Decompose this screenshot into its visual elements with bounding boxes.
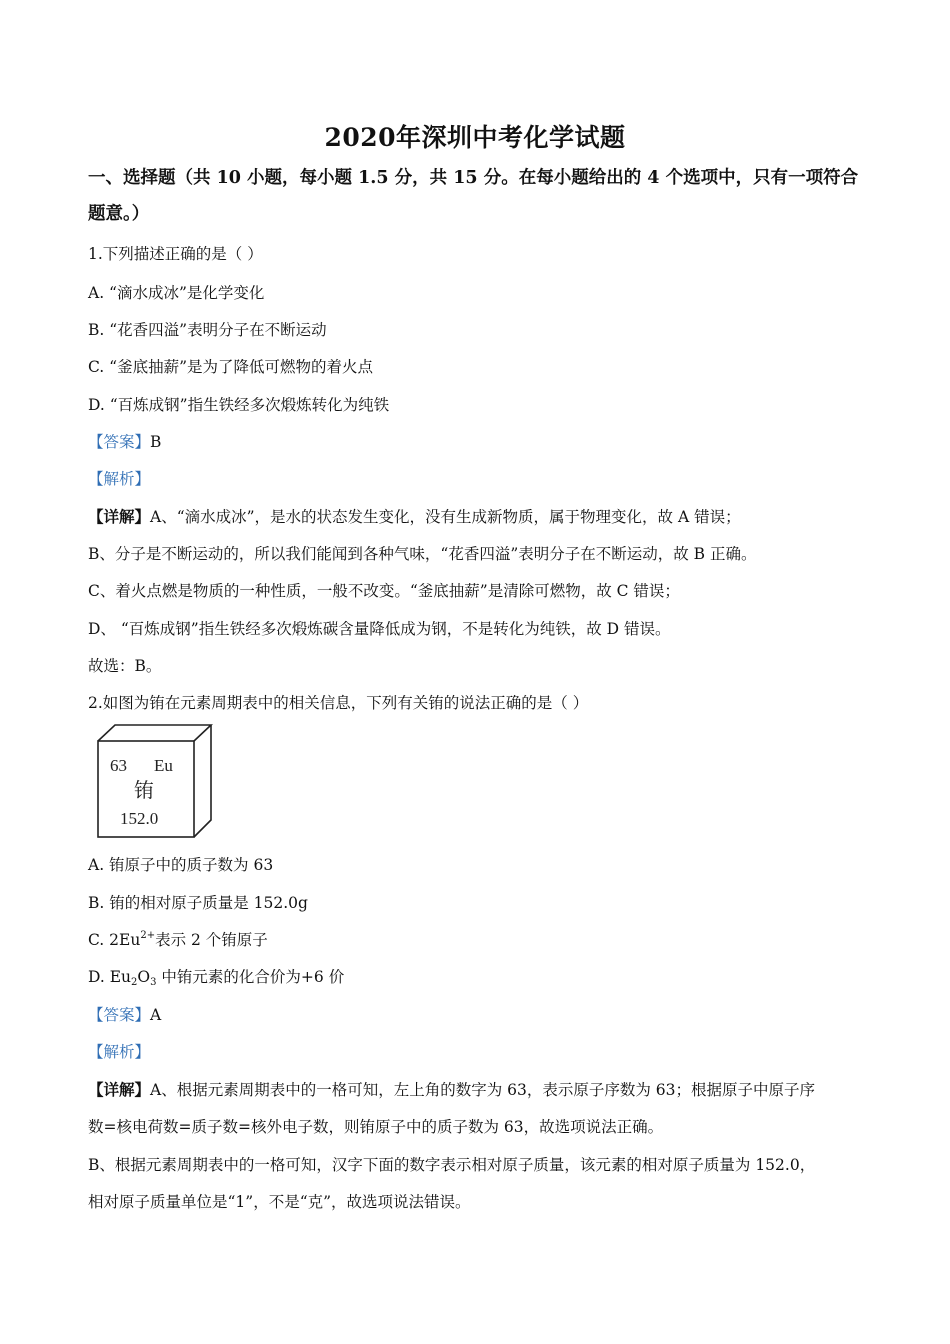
q2-detail-line (88, 1078, 815, 1100)
page-title: 2020年深圳中考化学试题 (324, 123, 626, 152)
element-number: 63 (110, 756, 127, 775)
answer-label: 【答案】 (88, 1006, 151, 1024)
detail-label: 【详解】 (88, 1080, 151, 1099)
q1-option-d: D. “百炼成钢”指生铁经多次煅炼转化为纯铁 (88, 396, 390, 414)
section-heading: 一、选择题（共 10 小题，每小题 1.5 分，共 15 分。在每小题给出的 4 个选项中，只有一项符合题意。） (88, 168, 859, 224)
q2-option-c (88, 928, 268, 950)
q1-stem: 1.下列描述正确的是（ ） (88, 245, 263, 263)
q1-option-c: C. “釜底抽薪”是为了降低可燃物的着火点 (88, 358, 374, 376)
q2-option-a: A. 铕原子中的质子数为 63 (88, 856, 274, 874)
q2-answer (88, 1003, 161, 1025)
option-c-prefix: C. 2Eu (88, 931, 141, 949)
option-c-suffix: 表示 2 个铕原子 (155, 931, 268, 949)
tile-side-face (194, 725, 211, 837)
q2-detail-line: 相对原子质量单位是“1”，不是“克”，故选项说法错误。 (88, 1193, 471, 1211)
q2-stem: 2.如图为铕在元素周期表中的相关信息，下列有关铕的说法正确的是（ ） (88, 694, 589, 712)
q1-detail-line: C、着火点燃是物质的一种性质，一般不改变。“釜底抽薪”是清除可燃物，故 C 错误； (88, 582, 680, 600)
q1-answer (88, 430, 161, 452)
q1-detail-line: B、分子是不断运动的，所以我们能闻到各种气味，“花香四溢”表明分子在不断运动，故 B 正确。 (88, 545, 757, 563)
subscript: 3 (150, 977, 157, 988)
option-d-suffix: 中铕元素的化合价为+6 价 (156, 968, 345, 986)
detail-label: 【详解】 (88, 507, 151, 526)
q2-analysis-label: 【解析】 (88, 1043, 151, 1061)
q2-detail-line: B、根据元素周期表中的一格可知，汉字下面的数字表示相对原子质量，该元素的相对原子质量为 152.0， (88, 1156, 816, 1174)
q2-option-b: B. 铕的相对原子质量是 152.0g (88, 894, 308, 912)
tile-top-face (98, 725, 211, 741)
answer-label: 【答案】 (88, 433, 151, 451)
element-tile-figure (96, 724, 214, 840)
q1-detail-line (88, 505, 741, 527)
element-mass: 152.0 (120, 809, 159, 828)
q1-analysis-label: 【解析】 (88, 470, 151, 488)
answer-value: B (150, 433, 162, 451)
oxygen-symbol: O (137, 968, 151, 986)
q1-conclusion: 故选：B。 (88, 657, 162, 675)
q1-option-b: B. “花香四溢”表明分子在不断运动 (88, 321, 327, 339)
q2-detail-line: 数=核电荷数=质子数=核外电子数，则铕原子中的质子数为 63，故选项说法正确。 (88, 1118, 664, 1136)
element-symbol: Eu (154, 756, 173, 775)
option-d-prefix: D. Eu (88, 968, 132, 986)
charge-superscript: 2+ (140, 930, 156, 941)
element-name: 铕 (134, 778, 154, 802)
subscript: 2 (131, 977, 138, 988)
q2-option-d (88, 965, 344, 988)
detail-text: A、“滴水成冰”，是水的状态发生变化，没有生成新物质，属于物理变化，故 A 错误； (150, 508, 741, 526)
detail-text: A、根据元素周期表中的一格可知，左上角的数字为 63，表示原子序数为 63；根据原子中原子序 (150, 1081, 816, 1099)
answer-value: A (150, 1006, 162, 1024)
q1-detail-line: D、 “百炼成钢”指生铁经多次煅炼碳含量降低成为钢，不是转化为纯铁，故 D 错误。 (88, 620, 671, 638)
q1-option-a: A. “滴水成冰”是化学变化 (88, 284, 265, 302)
